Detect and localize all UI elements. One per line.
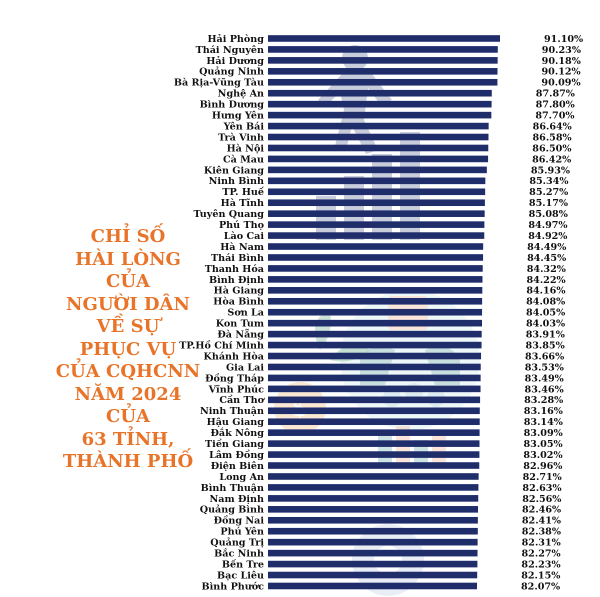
value-label: 86.58% — [532, 132, 572, 144]
value-label: 83.46% — [524, 384, 564, 396]
bar — [268, 528, 478, 535]
category-label: Hà Nội — [226, 143, 264, 155]
value-label: 83.85% — [525, 340, 565, 352]
bar — [268, 440, 479, 447]
value-label: 83.02% — [523, 449, 563, 461]
bar — [268, 35, 500, 42]
value-label: 83.53% — [524, 362, 564, 374]
value-label: 82.71% — [522, 471, 562, 483]
bar — [268, 583, 477, 590]
title-line: CỦA CQHCNN — [55, 361, 201, 382]
category-label: Hậu Giang — [206, 417, 264, 429]
bar — [268, 364, 481, 371]
value-label: 82.07% — [521, 581, 561, 593]
category-label: TP. Huế — [222, 187, 264, 199]
bar — [268, 375, 481, 382]
bar — [268, 265, 483, 272]
category-label: Hòa Bình — [213, 296, 264, 308]
category-label: Hà Nam — [220, 241, 264, 253]
category-label: Quảng Trị — [210, 537, 264, 549]
value-label: 82.96% — [523, 460, 563, 472]
value-label: 84.08% — [526, 296, 566, 308]
category-label: Bình Thuận — [200, 482, 264, 494]
bar — [268, 298, 482, 305]
bar — [268, 550, 478, 557]
title-line: NGƯỜI DÂN — [66, 293, 190, 315]
category-label: Khánh Hòa — [203, 351, 264, 363]
category-label: Nam Định — [209, 493, 264, 505]
category-label: Điện Biên — [210, 460, 264, 472]
title-line: HÀI LÒNG — [75, 248, 181, 270]
category-label: Long An — [219, 471, 264, 483]
bar — [268, 178, 485, 185]
value-label: 84.03% — [525, 318, 566, 330]
value-label: 85.08% — [528, 209, 568, 221]
value-label: 82.56% — [522, 493, 562, 505]
value-label: 87.80% — [535, 99, 575, 111]
value-label: 83.49% — [524, 373, 564, 385]
value-label: 85.17% — [528, 198, 569, 210]
category-label: Tuyên Quang — [193, 209, 264, 221]
category-label: Thái Nguyên — [195, 44, 264, 56]
value-label: 82.46% — [521, 504, 562, 516]
value-label: 84.32% — [526, 263, 566, 275]
category-label: Bình Định — [208, 274, 264, 286]
title-line: PHỤC VỤ — [79, 338, 177, 360]
category-label: Đồng Nai — [213, 515, 264, 527]
category-label: Ninh Thuận — [200, 406, 264, 418]
bar — [268, 199, 485, 206]
value-label: 83.91% — [525, 329, 565, 341]
bar — [268, 342, 482, 349]
bar — [268, 145, 488, 152]
category-label: Hải Phòng — [207, 33, 264, 45]
category-label: Hưng Yên — [211, 110, 264, 122]
title-line: CỦA — [106, 271, 150, 292]
value-label: 90.23% — [541, 44, 581, 56]
bar — [268, 484, 478, 491]
bar — [268, 254, 483, 261]
value-label: 82.27% — [521, 548, 561, 560]
category-label: Lâm Đồng — [209, 449, 264, 461]
value-label: 83.66% — [525, 351, 565, 363]
value-label: 84.16% — [526, 285, 566, 297]
value-label: 86.42% — [532, 154, 572, 166]
value-label: 85.34% — [529, 176, 569, 188]
category-label: Sơn La — [227, 307, 264, 319]
category-label: Bến Tre — [221, 559, 264, 571]
bar — [268, 167, 487, 174]
category-label: Tiền Giang — [205, 439, 264, 451]
value-label: 85.93% — [530, 165, 571, 177]
bar — [268, 539, 478, 546]
value-label: 85.27% — [529, 187, 569, 199]
title-line: CHỈ SỐ — [90, 226, 166, 247]
bar — [268, 156, 488, 163]
bar — [268, 90, 492, 97]
value-label: 83.09% — [523, 428, 563, 440]
value-label: 83.28% — [524, 395, 564, 407]
title-line: CỦA — [106, 406, 150, 427]
bar — [268, 506, 478, 513]
category-label: Đồng Tháp — [205, 373, 264, 385]
bar — [268, 101, 492, 108]
category-label: Thanh Hóa — [204, 263, 264, 275]
bar — [268, 517, 478, 524]
category-label: Trà Vinh — [218, 132, 264, 144]
category-label: Quảng Ninh — [199, 66, 264, 78]
category-label: Nghệ An — [217, 88, 264, 100]
value-label: 91.10% — [544, 33, 584, 45]
category-label: Gia Lai — [225, 362, 264, 374]
value-label: 86.64% — [532, 121, 572, 133]
category-label: Hải Dương — [206, 55, 264, 67]
value-label: 82.31% — [521, 537, 561, 549]
category-label: Đắk Nông — [210, 428, 264, 440]
title-line: VỀ SỰ — [96, 316, 160, 337]
title-line: THÀNH PHỐ — [62, 451, 194, 472]
value-label: 83.05% — [523, 439, 563, 451]
bar — [268, 46, 498, 53]
category-label: Quảng Bình — [199, 504, 264, 516]
bar — [268, 462, 479, 469]
bar — [268, 418, 480, 425]
bar — [268, 210, 485, 217]
bar — [268, 495, 478, 502]
bar — [268, 68, 498, 75]
bar — [268, 353, 481, 360]
category-label: Cà Mau — [222, 154, 264, 166]
value-label: 84.22% — [526, 274, 566, 286]
category-label: Kiên Giang — [203, 165, 264, 177]
value-label: 82.41% — [521, 515, 562, 527]
category-label: Ninh Bình — [208, 176, 264, 188]
bar — [268, 57, 498, 64]
bar — [268, 287, 482, 294]
value-label: 90.12% — [541, 66, 581, 78]
bar — [268, 309, 482, 316]
bar — [268, 276, 482, 283]
value-label: 90.09% — [541, 77, 581, 89]
category-label: Thái Bình — [210, 252, 264, 264]
value-label: 82.23% — [521, 559, 561, 571]
bar — [268, 232, 484, 239]
category-label: Phú Thọ — [218, 220, 264, 232]
value-label: 84.92% — [528, 230, 568, 242]
value-label: 83.14% — [523, 417, 563, 429]
category-label: Kon Tum — [215, 318, 264, 330]
title-line: 63 TỈNH, — [81, 428, 175, 450]
category-label: Đà Nẵng — [217, 329, 264, 341]
category-label: TP.Hồ Chí Minh — [179, 340, 264, 352]
title-line: NĂM 2024 — [74, 383, 182, 405]
bar — [268, 243, 483, 250]
value-label: 90.18% — [541, 55, 581, 67]
category-label: Bắc Ninh — [214, 548, 264, 560]
value-label: 87.87% — [535, 88, 575, 100]
value-label: 82.15% — [521, 570, 561, 582]
bar — [268, 221, 484, 228]
bar — [268, 188, 485, 195]
category-label: Phú Yên — [220, 526, 264, 538]
category-label: Lào Cai — [223, 230, 264, 242]
bar — [268, 331, 482, 338]
value-label: 83.16% — [523, 406, 563, 418]
value-label: 87.70% — [535, 110, 575, 122]
category-label: Vĩnh Phúc — [208, 384, 264, 396]
value-label: 82.63% — [522, 482, 562, 494]
bar — [268, 451, 479, 458]
bar — [268, 320, 482, 327]
value-label: 84.97% — [528, 220, 568, 232]
bar — [268, 134, 488, 141]
value-label: 86.50% — [532, 143, 572, 155]
bar — [268, 473, 479, 480]
category-label: Cần Thơ — [219, 395, 264, 407]
value-label: 84.45% — [527, 252, 567, 264]
category-label: Bà Rịa-Vũng Tàu — [173, 77, 264, 89]
bar — [268, 386, 481, 393]
value-label: 84.49% — [527, 241, 567, 253]
bar — [268, 572, 477, 579]
category-label: Bình Phước — [201, 581, 264, 593]
bar — [268, 79, 497, 86]
category-label: Bạc Liêu — [217, 570, 264, 582]
bar — [268, 397, 480, 404]
bar — [268, 123, 489, 130]
bar — [268, 407, 480, 414]
value-label: 82.38% — [521, 526, 561, 538]
bar — [268, 561, 477, 568]
value-label: 84.05% — [526, 307, 566, 319]
bar — [268, 429, 480, 436]
category-label: Hà Giang — [213, 285, 264, 297]
category-label: Bình Dương — [199, 99, 264, 111]
category-label: Hà Tĩnh — [220, 198, 264, 210]
category-label: Yên Bái — [223, 121, 264, 133]
bar — [268, 112, 491, 119]
